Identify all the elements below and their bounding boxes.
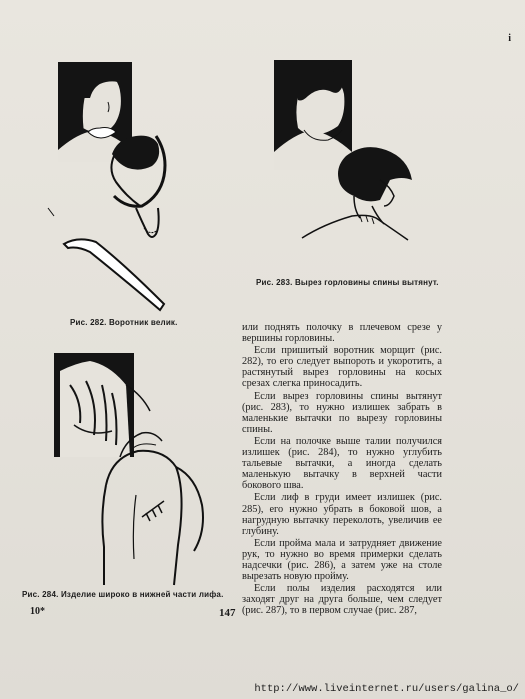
signature-mark: 10* bbox=[30, 606, 45, 617]
figure-283-illustration bbox=[268, 56, 428, 256]
paragraph: Если пройма мала и затрудняет движение рук, то нужно во время примерки сделать надсечки (рис. 286), а затем уже на столе вырезать новую пройму. bbox=[242, 537, 442, 583]
figure-284-illustration bbox=[46, 345, 226, 590]
figure-283-caption: Рис. 283. Вырез горловины спины вытянут. bbox=[256, 278, 439, 287]
figure-284 bbox=[46, 345, 226, 590]
figure-284-caption: Рис. 284. Изделие широко в нижней части лифа. bbox=[22, 590, 224, 599]
body-text-column bbox=[242, 322, 442, 617]
source-watermark: http://www.liveinternet.ru/users/galina_o/ bbox=[254, 683, 519, 695]
figure-282-caption: Рис. 282. Воротник велик. bbox=[70, 318, 178, 327]
paragraph: Если на полочке выше талии получился излишек (рис. 284), то нужно углубить тальевые вытачки, а иногда сделать маленькую вытачку в верхней части бокового шва. bbox=[242, 435, 442, 492]
corner-mark: i bbox=[508, 33, 511, 44]
paragraph: или поднять полочку в плечевом срезе у вершины горловины. bbox=[242, 322, 442, 345]
figure-282 bbox=[44, 58, 184, 313]
paragraph: Если лиф в груди имеет излишек (рис. 285), его нужно убрать в боковой шов, а нагрудную вытачку переколоть, увеличив ее глубину. bbox=[242, 492, 442, 537]
paragraph: Если пришитый воротник морщит (рис. 282), то его следует выпороть и укоротить, а растянутый вырез горловины на косых срезах слегка приносадить. bbox=[242, 345, 442, 390]
figure-282-illustration bbox=[44, 58, 184, 313]
page-number: 147 bbox=[219, 607, 236, 619]
paragraph: Если вырез горловины спины вытянут (рис. 283), то нужно излишек забрать в маленькие вытачки по вырезу горловины спины. bbox=[242, 390, 442, 435]
paragraph: Если полы изделия расходятся или заходят друг на друга больше, чем следует (рис. 287), то в первом случае (рис. 287, bbox=[242, 583, 442, 617]
figure-283 bbox=[268, 56, 428, 256]
